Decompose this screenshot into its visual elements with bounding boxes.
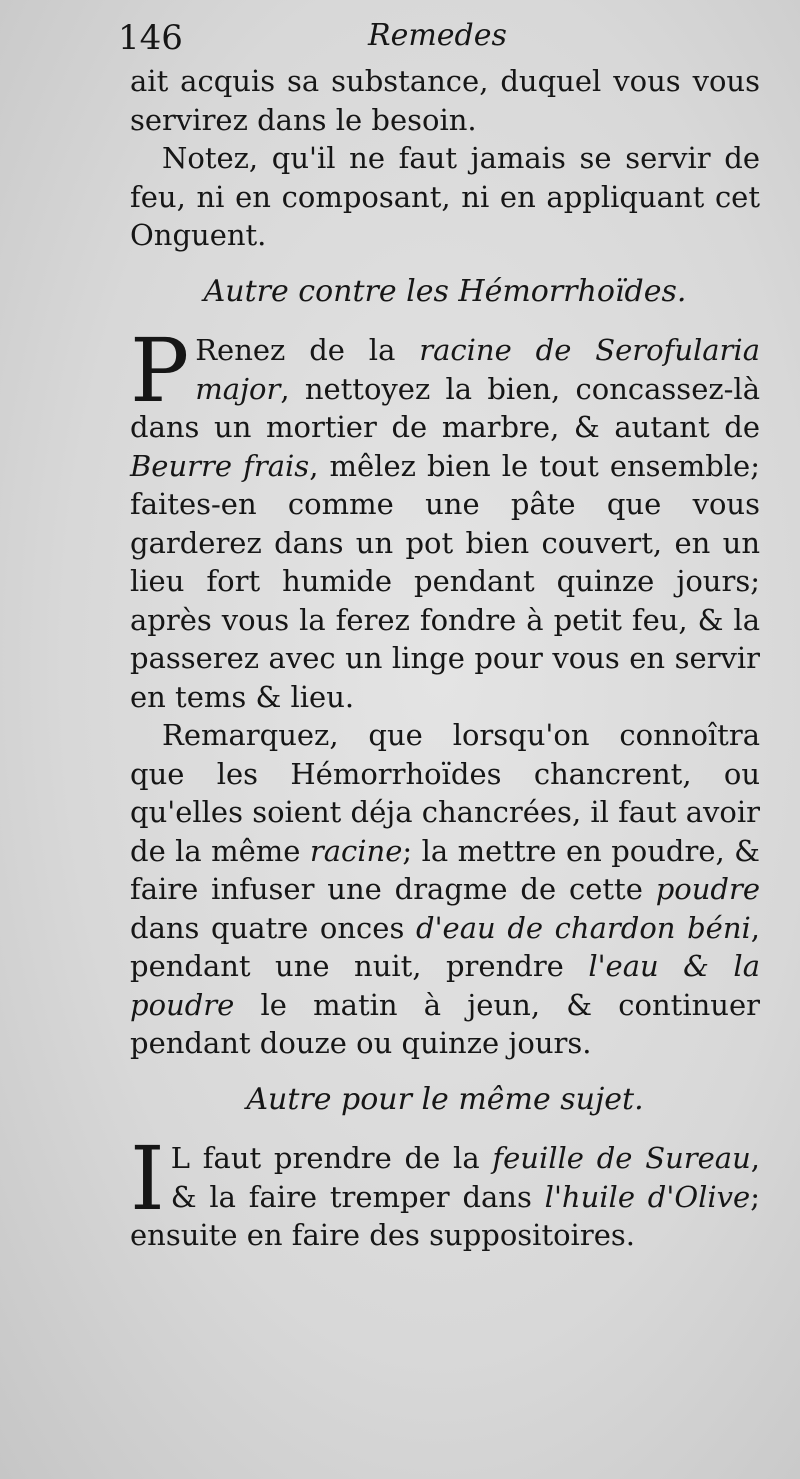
italic-run: racine de Serofularia major <box>195 333 760 406</box>
text-run: le matin à jeun, & continuer pendant douze ou quinze jours. <box>130 987 760 1060</box>
section-heading: Autre contre les Hémorrhoïdes. <box>203 273 687 309</box>
text-run: Renez de la <box>195 333 420 367</box>
text-run: dans quatre onces <box>130 910 416 945</box>
paragraph-note: Notez, qu'il ne faut jamais se servir de feu, ni en composant, ni en appliquant cet Onguent. <box>130 141 760 252</box>
italic-run: Beurre frais <box>130 448 310 483</box>
text-run: ; la mettre en poudre, & faire infuser une dragme de cette <box>130 833 760 906</box>
italic-run: d'eau de chardon béni <box>416 910 751 945</box>
page-header <box>118 18 760 68</box>
paragraph-continuation: ait acquis sa substance, duquel vous vous servirez dans le besoin. <box>130 64 760 137</box>
italic-run: feuille de Sureau <box>492 1141 751 1175</box>
italic-run: racine <box>309 833 403 868</box>
text-run: , pendant une nuit, prendre <box>130 910 761 983</box>
italic-run: l'eau & la poudre <box>130 949 760 1022</box>
text-run: , mêlez bien le tout ensemble; faites-en comme une pâte que vous garderez dans un pot bien couvert, en un lieu fort humide pendant quinze jours; après vous la ferez fondre à petit feu, & la passerez avec un linge pour vous en servir en tems & lieu. <box>130 448 760 714</box>
text-run: L faut prendre de la <box>170 1141 493 1175</box>
section-heading: Autre pour le même sujet. <box>246 1081 644 1117</box>
body-text <box>130 62 760 1255</box>
italic-run: poudre <box>655 872 760 906</box>
text-run: , nettoyez la bien, concassez-là dans un mortier de marbre, & autant de <box>130 371 760 444</box>
paragraph-recipe <box>130 319 760 716</box>
text-run: ; ensuite en faire des suppositoires. <box>130 1179 760 1252</box>
paragraph-remark <box>130 716 760 1063</box>
running-head: Remedes <box>368 18 507 53</box>
italic-run: l'huile d'Olive <box>544 1179 751 1214</box>
text-run: Remarquez, que lorsqu'on connoîtra que les Hémorrhoïdes chancrent, ou qu'elles soient déja chancrées, il faut avoir de la même <box>130 718 760 868</box>
page-number: 146 <box>118 18 183 58</box>
drop-cap: P <box>130 319 190 422</box>
drop-cap: I <box>130 1127 165 1230</box>
paragraph-recipe <box>130 1127 760 1255</box>
text-run: , & la faire tremper dans <box>170 1141 760 1214</box>
